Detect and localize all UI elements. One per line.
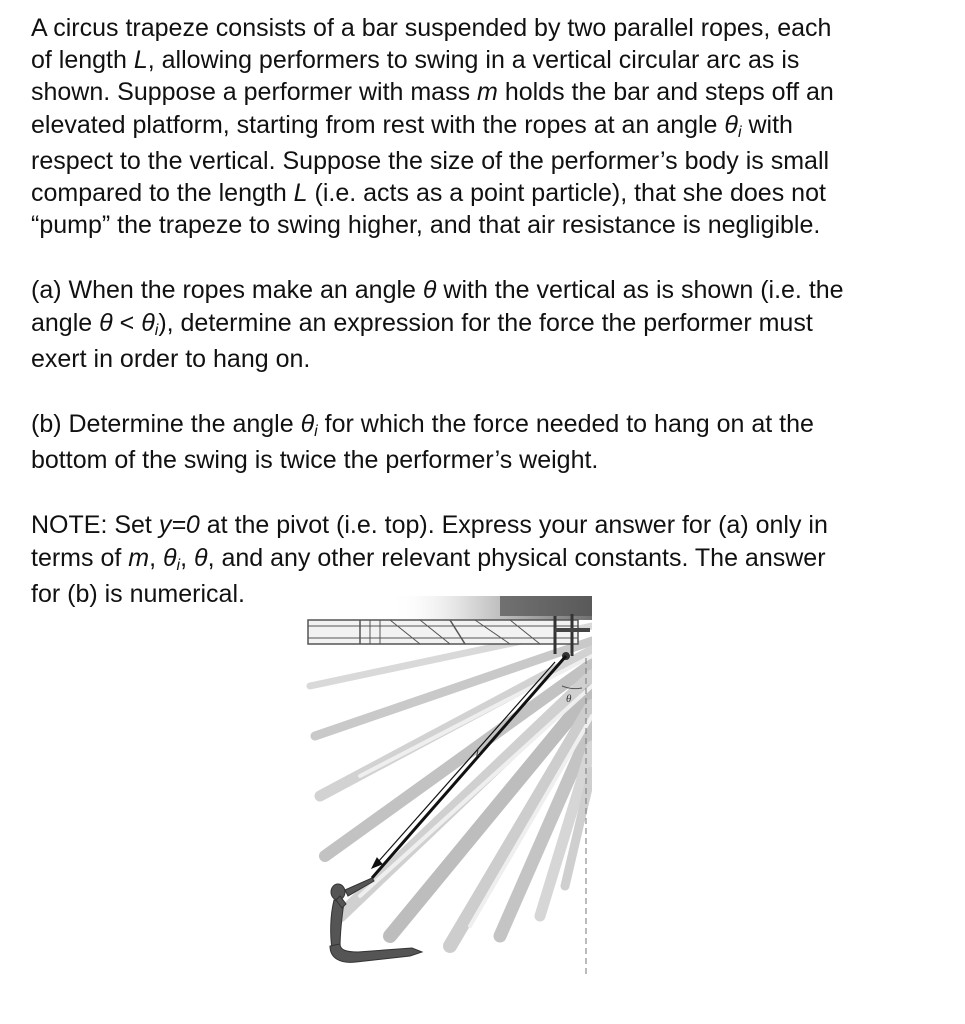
- ceiling-dark: [500, 596, 592, 616]
- symbol-m: m: [128, 543, 150, 572]
- part-a-line-2: angle θ < θi), determine an expression for the force the performer must: [31, 308, 813, 339]
- symbol-theta: θ: [162, 543, 177, 572]
- symbol-theta: θ: [194, 543, 208, 572]
- part-a-paragraph: [31, 274, 951, 375]
- symbol-L: L: [293, 179, 308, 208]
- intro-paragraph: [31, 12, 951, 241]
- subscript-i: i: [737, 123, 742, 141]
- part-a-line-1: (a) When the ropes make an angle θ with the vertical as is shown (i.e. the: [31, 276, 844, 305]
- angle-label: θ: [566, 693, 572, 705]
- symbol-theta: θ: [300, 410, 315, 439]
- note-paragraph: [31, 509, 951, 610]
- part-b-line-1: (b) Determine the angle θi for which the force needed to hang on at the: [31, 410, 814, 441]
- note-line-1: NOTE: Set y=0 at the pivot (i.e. top). Express your answer for (a) only in: [31, 511, 828, 540]
- symbol-theta: θ: [724, 110, 738, 139]
- rope-label: L: [476, 748, 482, 759]
- part-b-line-2: bottom of the swing is twice the performer’s weight.: [31, 446, 599, 475]
- note-line-2: terms of m, θi, θ, and any other relevant physical constants. The answer: [31, 543, 826, 574]
- trapeze-figure: [300, 596, 592, 976]
- subscript-i: i: [314, 423, 318, 441]
- symbol-theta: θ: [99, 308, 113, 337]
- y-equals-zero: y=0: [158, 511, 200, 540]
- intro-line-4: elevated platform, starting from rest with the ropes at an angle θi with: [31, 110, 793, 141]
- problem-text: [31, 12, 951, 610]
- intro-line-5: respect to the vertical. Suppose the size of the performer’s body is small: [31, 146, 830, 175]
- intro-line-3: shown. Suppose a performer with mass m holds the bar and steps off an: [31, 78, 834, 107]
- symbol-L: L: [133, 46, 148, 75]
- paragraph-gap: [31, 241, 951, 274]
- subscript-i: i: [154, 321, 159, 339]
- spotlight-beams: [310, 616, 592, 946]
- intro-line-1: A circus trapeze consists of a bar suspended by two parallel ropes, each: [31, 14, 832, 42]
- subscript-i: i: [176, 556, 181, 574]
- intro-line-6: compared to the length L (i.e. acts as a point particle), that she does not: [31, 179, 826, 208]
- truss-beam: [308, 614, 590, 656]
- symbol-m: m: [477, 78, 498, 107]
- paragraph-gap: [31, 476, 951, 509]
- intro-line-2: of length L, allowing performers to swing in a vertical circular arc as is: [31, 46, 800, 75]
- note-line-3: for (b) is numerical.: [31, 579, 245, 608]
- symbol-theta: θ: [422, 276, 437, 305]
- symbol-theta: θ: [141, 308, 155, 337]
- paragraph-gap: [31, 375, 951, 408]
- part-a-line-3: exert in order to hang on.: [31, 344, 311, 373]
- part-b-paragraph: [31, 408, 951, 476]
- intro-line-7: “pump” the trapeze to swing higher, and that air resistance is negligible.: [31, 211, 821, 240]
